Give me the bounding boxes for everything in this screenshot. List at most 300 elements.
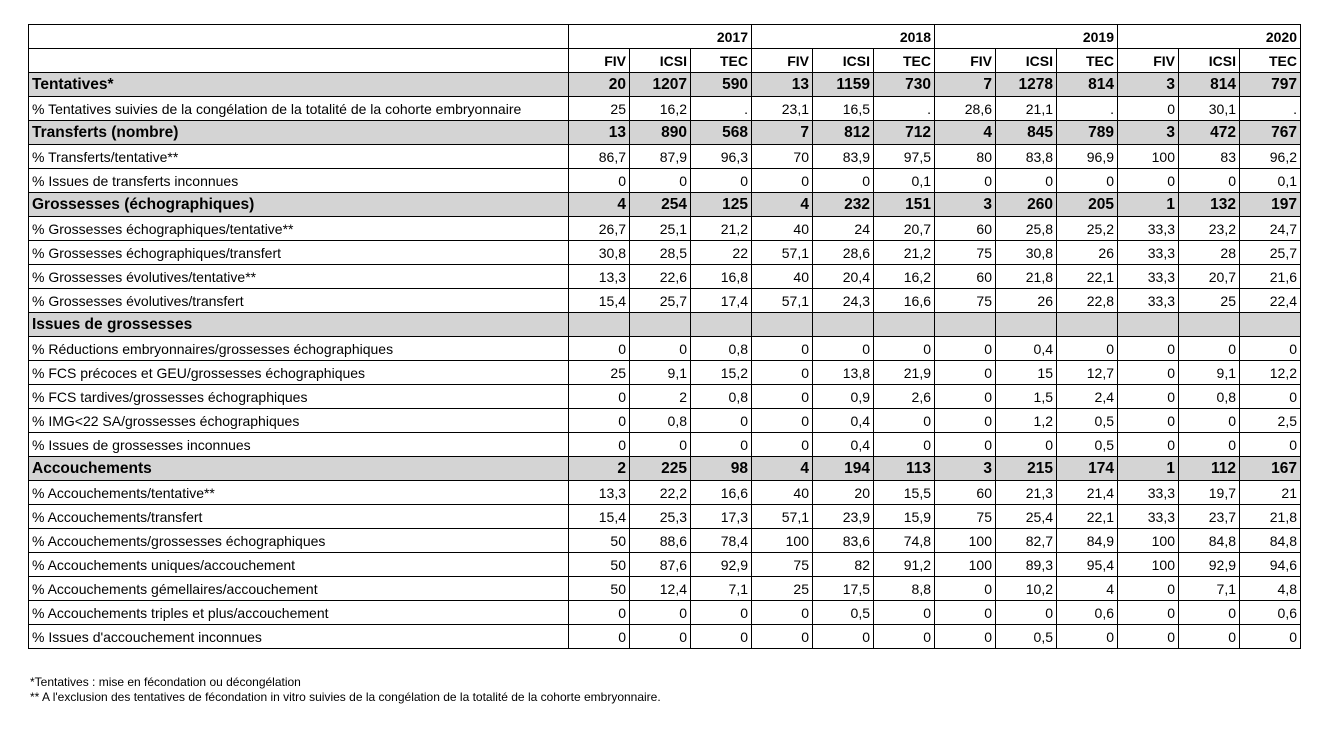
- method-header: FIV: [935, 49, 996, 73]
- table-cell: 23,1: [752, 97, 813, 121]
- table-cell: 23,2: [1179, 217, 1240, 241]
- table-cell: 25: [569, 361, 630, 385]
- table-cell: 0: [691, 169, 752, 193]
- table-cell: 9,1: [1179, 361, 1240, 385]
- table-cell: 96,9: [1057, 145, 1118, 169]
- table-cell: 205: [1057, 193, 1118, 217]
- table-cell: 20,4: [813, 265, 874, 289]
- table-cell: 10,2: [996, 577, 1057, 601]
- table-cell: 812: [813, 121, 874, 145]
- table-cell: 84,9: [1057, 529, 1118, 553]
- table-row: [29, 169, 1301, 193]
- table-cell: [1057, 313, 1118, 337]
- section-row: [29, 457, 1301, 481]
- table-cell: 21,3: [996, 481, 1057, 505]
- table-cell: 22,4: [1240, 289, 1301, 313]
- table-cell: 13,3: [569, 481, 630, 505]
- table-cell: 28: [1179, 241, 1240, 265]
- table-cell: 0,4: [996, 337, 1057, 361]
- row-label: Transferts (nombre): [29, 121, 569, 145]
- table-cell: 84,8: [1240, 529, 1301, 553]
- table-cell: 16,8: [691, 265, 752, 289]
- table-cell: 57,1: [752, 505, 813, 529]
- table-cell: .: [1057, 97, 1118, 121]
- table-cell: 100: [752, 529, 813, 553]
- table-cell: 0: [1240, 433, 1301, 457]
- table-cell: 3: [935, 457, 996, 481]
- table-cell: 0: [569, 433, 630, 457]
- table-cell: 0: [1118, 361, 1179, 385]
- table-cell: 60: [935, 265, 996, 289]
- table-cell: 100: [1118, 529, 1179, 553]
- table-cell: 0: [1118, 625, 1179, 649]
- table-cell: 13: [752, 73, 813, 97]
- footnote-2: ** A l'exclusion des tentatives de fécondation in vitro suivies de la congélation de la totalité de la cohorte embryonnaire.: [30, 690, 661, 704]
- table-cell: 17,5: [813, 577, 874, 601]
- table-cell: 25,7: [630, 289, 691, 313]
- table-cell: 98: [691, 457, 752, 481]
- table-cell: 2,5: [1240, 409, 1301, 433]
- row-label: % FCS précoces et GEU/grossesses échographiques: [29, 361, 569, 385]
- table-cell: 0,4: [813, 409, 874, 433]
- table-cell: 0: [874, 337, 935, 361]
- table-cell: 4: [752, 457, 813, 481]
- table-row: [29, 529, 1301, 553]
- year-header: 2019: [935, 25, 1118, 49]
- table-cell: 20,7: [874, 217, 935, 241]
- table-cell: 21,8: [996, 265, 1057, 289]
- table-cell: 0: [935, 577, 996, 601]
- table-cell: 94,6: [1240, 553, 1301, 577]
- table-cell: 0: [935, 337, 996, 361]
- table-row: [29, 97, 1301, 121]
- table-cell: 197: [1240, 193, 1301, 217]
- corner-cell: [29, 25, 569, 49]
- table-cell: 25,4: [996, 505, 1057, 529]
- table-cell: 100: [1118, 553, 1179, 577]
- table-cell: 92,9: [1179, 553, 1240, 577]
- footnote-1: *Tentatives : mise en fécondation ou décongélation: [30, 675, 301, 689]
- table-cell: 33,3: [1118, 265, 1179, 289]
- table-cell: 0: [935, 385, 996, 409]
- table-cell: 17,4: [691, 289, 752, 313]
- table-cell: 472: [1179, 121, 1240, 145]
- table-cell: 84,8: [1179, 529, 1240, 553]
- table-cell: 13,3: [569, 265, 630, 289]
- table-cell: 30,8: [569, 241, 630, 265]
- row-label: % Accouchements triples et plus/accouchement: [29, 601, 569, 625]
- table-cell: 25,3: [630, 505, 691, 529]
- table-row: [29, 337, 1301, 361]
- table-cell: 0: [935, 601, 996, 625]
- table-cell: 4: [1057, 577, 1118, 601]
- row-label: % Issues de transferts inconnues: [29, 169, 569, 193]
- table-cell: 0: [874, 409, 935, 433]
- table-cell: [874, 313, 935, 337]
- table-cell: 814: [1179, 73, 1240, 97]
- table-cell: 21: [1240, 481, 1301, 505]
- table-cell: 0: [996, 433, 1057, 457]
- table-cell: 0: [935, 409, 996, 433]
- table-cell: 40: [752, 265, 813, 289]
- table-cell: 33,3: [1118, 289, 1179, 313]
- table-cell: 16,2: [874, 265, 935, 289]
- table-cell: 33,3: [1118, 505, 1179, 529]
- table-cell: 0: [1118, 433, 1179, 457]
- row-label: % Accouchements/tentative**: [29, 481, 569, 505]
- table-cell: 50: [569, 529, 630, 553]
- table-cell: 1159: [813, 73, 874, 97]
- table-cell: 0: [813, 169, 874, 193]
- table-cell: 78,4: [691, 529, 752, 553]
- table-cell: 3: [935, 193, 996, 217]
- table-cell: 4: [935, 121, 996, 145]
- table-cell: 21,2: [874, 241, 935, 265]
- table-cell: 7,1: [1179, 577, 1240, 601]
- table-cell: 0: [996, 601, 1057, 625]
- table-cell: 24: [813, 217, 874, 241]
- table-cell: 16,6: [691, 481, 752, 505]
- row-label: % FCS tardives/grossesses échographiques: [29, 385, 569, 409]
- table-cell: 83: [1179, 145, 1240, 169]
- row-label: % Accouchements gémellaires/accouchement: [29, 577, 569, 601]
- table-cell: 0,1: [1240, 169, 1301, 193]
- table-cell: .: [874, 97, 935, 121]
- table-cell: 25: [569, 97, 630, 121]
- table-cell: 151: [874, 193, 935, 217]
- row-label: % Issues d'accouchement inconnues: [29, 625, 569, 649]
- table-cell: [813, 313, 874, 337]
- table-cell: 225: [630, 457, 691, 481]
- table-cell: 57,1: [752, 241, 813, 265]
- table-cell: 25: [1179, 289, 1240, 313]
- table-cell: 70: [752, 145, 813, 169]
- table-cell: 590: [691, 73, 752, 97]
- table-cell: 0: [752, 601, 813, 625]
- method-header: ICSI: [996, 49, 1057, 73]
- table-cell: 2,4: [1057, 385, 1118, 409]
- table-cell: 75: [935, 289, 996, 313]
- table-cell: 0: [935, 169, 996, 193]
- table-cell: 0: [691, 409, 752, 433]
- table-cell: 0,5: [1057, 433, 1118, 457]
- table-cell: 0: [1118, 385, 1179, 409]
- table-cell: 0: [1118, 97, 1179, 121]
- table-cell: 82: [813, 553, 874, 577]
- table-cell: 0: [630, 337, 691, 361]
- table-cell: 30,1: [1179, 97, 1240, 121]
- table-cell: 21,9: [874, 361, 935, 385]
- row-label: % Transferts/tentative**: [29, 145, 569, 169]
- method-header: TEC: [1240, 49, 1301, 73]
- table-cell: 16,6: [874, 289, 935, 313]
- table-cell: 16,2: [630, 97, 691, 121]
- table-cell: 22: [691, 241, 752, 265]
- table-cell: 0: [752, 433, 813, 457]
- method-header: TEC: [874, 49, 935, 73]
- table-cell: 25,1: [630, 217, 691, 241]
- table-cell: 40: [752, 481, 813, 505]
- table-cell: 25: [752, 577, 813, 601]
- table-cell: 22,8: [1057, 289, 1118, 313]
- table-cell: [569, 313, 630, 337]
- table-row: [29, 361, 1301, 385]
- year-header: 2017: [569, 25, 752, 49]
- table-cell: 40: [752, 217, 813, 241]
- table-cell: 20: [813, 481, 874, 505]
- row-label: % Issues de grossesses inconnues: [29, 433, 569, 457]
- table-cell: 25,7: [1240, 241, 1301, 265]
- table-cell: 15,5: [874, 481, 935, 505]
- table-cell: 20: [569, 73, 630, 97]
- table-cell: 50: [569, 553, 630, 577]
- table-cell: 789: [1057, 121, 1118, 145]
- table-cell: 0: [752, 361, 813, 385]
- table-cell: 0: [935, 433, 996, 457]
- row-label: Grossesses (échographiques): [29, 193, 569, 217]
- table-cell: 91,2: [874, 553, 935, 577]
- table-cell: 0: [569, 409, 630, 433]
- table-cell: 1: [1118, 193, 1179, 217]
- table-cell: 0: [1057, 337, 1118, 361]
- table-cell: 0: [630, 625, 691, 649]
- table-cell: 22,2: [630, 481, 691, 505]
- table-cell: 86,7: [569, 145, 630, 169]
- table-cell: 0,6: [1240, 601, 1301, 625]
- table-cell: 0,4: [813, 433, 874, 457]
- table-cell: 25,8: [996, 217, 1057, 241]
- table-cell: 75: [935, 505, 996, 529]
- table-cell: 0: [630, 601, 691, 625]
- method-header: FIV: [569, 49, 630, 73]
- table-cell: 0: [1118, 337, 1179, 361]
- table-cell: 21,8: [1240, 505, 1301, 529]
- table-cell: 167: [1240, 457, 1301, 481]
- table-cell: 0,6: [1057, 601, 1118, 625]
- table-cell: 0,5: [1057, 409, 1118, 433]
- table-cell: 1207: [630, 73, 691, 97]
- table-cell: 0: [1240, 337, 1301, 361]
- table-cell: 22,1: [1057, 265, 1118, 289]
- table-cell: 0: [1179, 433, 1240, 457]
- table-cell: 0: [1179, 601, 1240, 625]
- table-cell: 0,8: [691, 385, 752, 409]
- table-cell: 33,3: [1118, 481, 1179, 505]
- table-cell: 19,7: [1179, 481, 1240, 505]
- table-cell: 0,8: [630, 409, 691, 433]
- table-cell: 0: [752, 385, 813, 409]
- table-cell: 22,6: [630, 265, 691, 289]
- table-cell: 9,1: [630, 361, 691, 385]
- table-cell: 83,9: [813, 145, 874, 169]
- section-row: [29, 121, 1301, 145]
- table-cell: 845: [996, 121, 1057, 145]
- table-cell: 0: [813, 337, 874, 361]
- table-cell: 0,9: [813, 385, 874, 409]
- table-cell: 0: [569, 337, 630, 361]
- table-cell: 0: [569, 169, 630, 193]
- table-cell: 215: [996, 457, 1057, 481]
- table-cell: 0: [752, 169, 813, 193]
- table-cell: [752, 313, 813, 337]
- row-label: % Réductions embryonnaires/grossesses échographiques: [29, 337, 569, 361]
- table-cell: [1118, 313, 1179, 337]
- table-cell: 0,5: [813, 601, 874, 625]
- table-cell: 96,3: [691, 145, 752, 169]
- table-cell: 87,9: [630, 145, 691, 169]
- table-cell: 0: [1057, 169, 1118, 193]
- section-row: [29, 193, 1301, 217]
- table-cell: [691, 313, 752, 337]
- method-header: ICSI: [813, 49, 874, 73]
- table-cell: 0: [1179, 625, 1240, 649]
- table-cell: 60: [935, 217, 996, 241]
- year-header-row: [29, 25, 1301, 49]
- table-cell: 0: [630, 169, 691, 193]
- table-cell: 3: [1118, 121, 1179, 145]
- table-cell: 0,5: [996, 625, 1057, 649]
- row-label: % Grossesses évolutives/transfert: [29, 289, 569, 313]
- table-cell: 21,4: [1057, 481, 1118, 505]
- table-cell: 0: [691, 601, 752, 625]
- table-cell: 28,6: [935, 97, 996, 121]
- table-row: [29, 409, 1301, 433]
- row-label: % Grossesses échographiques/transfert: [29, 241, 569, 265]
- table-cell: 0: [569, 625, 630, 649]
- table-cell: 12,4: [630, 577, 691, 601]
- table-cell: 92,9: [691, 553, 752, 577]
- table-cell: 112: [1179, 457, 1240, 481]
- table-cell: [935, 313, 996, 337]
- table-cell: 7: [935, 73, 996, 97]
- table-cell: 95,4: [1057, 553, 1118, 577]
- row-label: Tentatives*: [29, 73, 569, 97]
- table-cell: 26,7: [569, 217, 630, 241]
- table-cell: 75: [752, 553, 813, 577]
- table-row: [29, 145, 1301, 169]
- table-cell: 21,1: [996, 97, 1057, 121]
- table-cell: [996, 313, 1057, 337]
- table-cell: 7: [752, 121, 813, 145]
- table-cell: 26: [996, 289, 1057, 313]
- table-cell: 0: [1240, 625, 1301, 649]
- table-row: [29, 241, 1301, 265]
- method-header: TEC: [691, 49, 752, 73]
- table-cell: 0,8: [1179, 385, 1240, 409]
- table-cell: 797: [1240, 73, 1301, 97]
- table-cell: 30,8: [996, 241, 1057, 265]
- table-cell: .: [691, 97, 752, 121]
- table-cell: 15,4: [569, 289, 630, 313]
- table-row: [29, 433, 1301, 457]
- section-row: [29, 313, 1301, 337]
- table-cell: 28,5: [630, 241, 691, 265]
- table-row: [29, 601, 1301, 625]
- table-cell: 730: [874, 73, 935, 97]
- table-cell: 814: [1057, 73, 1118, 97]
- table-cell: 194: [813, 457, 874, 481]
- table-cell: 82,7: [996, 529, 1057, 553]
- table-cell: 0: [569, 385, 630, 409]
- table-cell: 0: [630, 433, 691, 457]
- table-cell: 87,6: [630, 553, 691, 577]
- results-table: [28, 24, 1301, 649]
- table-cell: 0: [1118, 577, 1179, 601]
- table-cell: 2: [630, 385, 691, 409]
- table-cell: 0: [1240, 385, 1301, 409]
- table-row: [29, 481, 1301, 505]
- table-cell: 232: [813, 193, 874, 217]
- row-label: Issues de grossesses: [29, 313, 569, 337]
- row-label: % Grossesses échographiques/tentative**: [29, 217, 569, 241]
- table-cell: 174: [1057, 457, 1118, 481]
- method-header: FIV: [752, 49, 813, 73]
- year-header: 2020: [1118, 25, 1301, 49]
- method-header: TEC: [1057, 49, 1118, 73]
- table-cell: 4: [752, 193, 813, 217]
- year-header: 2018: [752, 25, 935, 49]
- row-label: % Tentatives suivies de la congélation de la totalité de la cohorte embryonnaire: [29, 97, 569, 121]
- table-cell: 75: [935, 241, 996, 265]
- table-cell: 60: [935, 481, 996, 505]
- table-cell: [1240, 313, 1301, 337]
- table-row: [29, 289, 1301, 313]
- row-label: % Grossesses évolutives/tentative**: [29, 265, 569, 289]
- table-row: [29, 505, 1301, 529]
- table-cell: 15: [996, 361, 1057, 385]
- table-cell: 767: [1240, 121, 1301, 145]
- table-cell: [1179, 313, 1240, 337]
- table-cell: 15,2: [691, 361, 752, 385]
- table-cell: 0,8: [691, 337, 752, 361]
- table-cell: 125: [691, 193, 752, 217]
- table-cell: 33,3: [1118, 241, 1179, 265]
- table-cell: 0: [691, 433, 752, 457]
- table-cell: 16,5: [813, 97, 874, 121]
- table-cell: 20,7: [1179, 265, 1240, 289]
- table-cell: 80: [935, 145, 996, 169]
- table-cell: 0: [813, 625, 874, 649]
- table-cell: 0: [1118, 601, 1179, 625]
- table-row: [29, 553, 1301, 577]
- table-row: [29, 217, 1301, 241]
- table-cell: 0: [935, 625, 996, 649]
- table-cell: 1,5: [996, 385, 1057, 409]
- table-cell: 100: [935, 553, 996, 577]
- table-cell: 26: [1057, 241, 1118, 265]
- table-row: [29, 385, 1301, 409]
- table-cell: 24,7: [1240, 217, 1301, 241]
- row-label: % Accouchements uniques/accouchement: [29, 553, 569, 577]
- row-label: Accouchements: [29, 457, 569, 481]
- table-cell: 4: [569, 193, 630, 217]
- table-cell: 0: [1179, 337, 1240, 361]
- method-header-row: [29, 49, 1301, 73]
- method-header: ICSI: [1179, 49, 1240, 73]
- row-label: % Accouchements/transfert: [29, 505, 569, 529]
- table-cell: 21,2: [691, 217, 752, 241]
- table-cell: 132: [1179, 193, 1240, 217]
- table-cell: 12,2: [1240, 361, 1301, 385]
- table-cell: 2,6: [874, 385, 935, 409]
- table-cell: 83,8: [996, 145, 1057, 169]
- table-cell: 57,1: [752, 289, 813, 313]
- table-cell: 8,8: [874, 577, 935, 601]
- table-cell: 0: [874, 433, 935, 457]
- table-cell: 0: [569, 601, 630, 625]
- table-cell: 22,1: [1057, 505, 1118, 529]
- table-cell: 13: [569, 121, 630, 145]
